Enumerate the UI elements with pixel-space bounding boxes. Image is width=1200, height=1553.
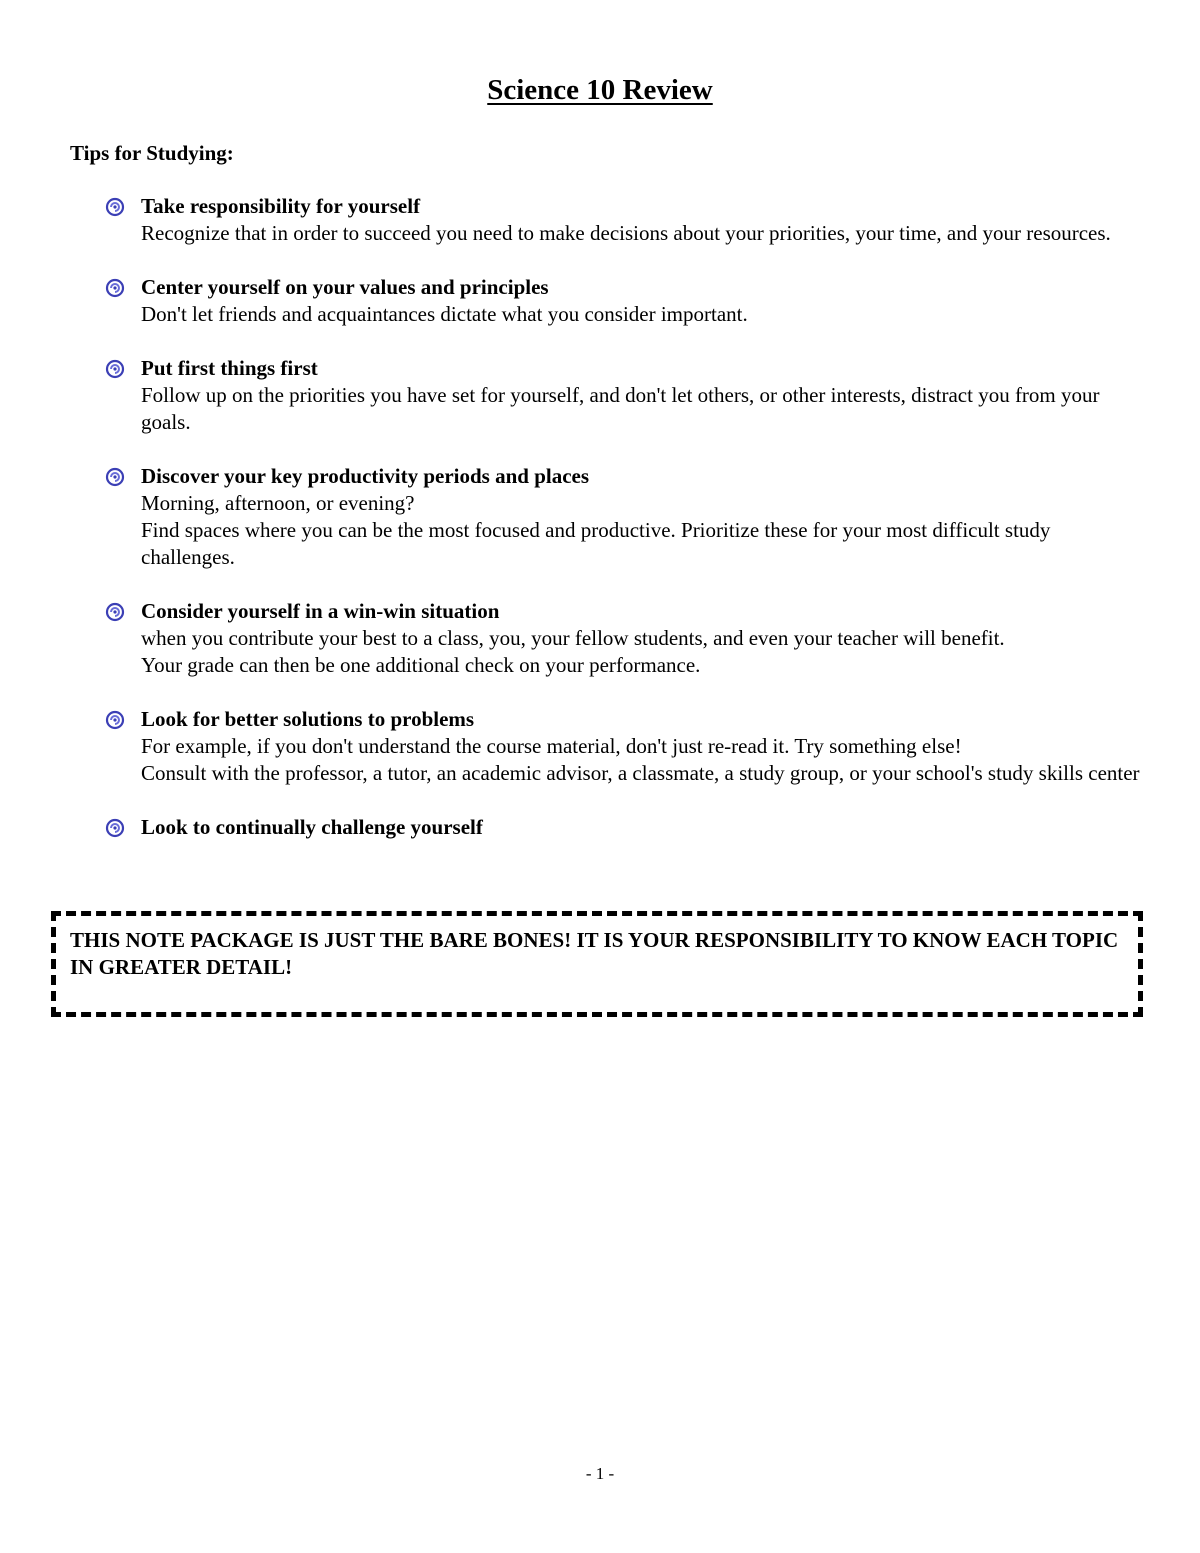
tip-title: Look for better solutions to problems xyxy=(141,707,475,731)
tip-text: Your grade can then be one additional check on your performance. xyxy=(141,653,701,677)
tip-item xyxy=(105,193,1145,247)
tip-item xyxy=(105,274,1145,328)
spiral-bullet-icon xyxy=(105,602,125,622)
spiral-bullet-icon xyxy=(105,467,125,487)
notice-box xyxy=(51,911,1143,1017)
tip-text: Morning, afternoon, or evening? xyxy=(141,491,415,515)
spiral-bullet-icon xyxy=(105,278,125,298)
tip-text: Don't let friends and acquaintances dictate what you consider important. xyxy=(141,302,748,326)
tip-text: Follow up on the priorities you have set for yourself, and don't let others, or other interests, distract you from your goals. xyxy=(141,383,1100,434)
tip-text: Recognize that in order to succeed you need to make decisions about your priorities, your time, and your resources. xyxy=(141,221,1111,245)
tip-text: Consult with the professor, a tutor, an academic advisor, a classmate, a study group, or your school's study skills center xyxy=(141,761,1140,785)
tip-title: Take responsibility for yourself xyxy=(141,194,421,218)
tip-title: Center yourself on your values and principles xyxy=(141,275,549,299)
tips-list xyxy=(105,193,1145,868)
spiral-bullet-icon xyxy=(105,710,125,730)
spiral-bullet-icon xyxy=(105,197,125,217)
tip-item xyxy=(105,706,1145,787)
tips-subheading: Tips for Studying: xyxy=(70,141,234,165)
notice-text: THIS NOTE PACKAGE IS JUST THE BARE BONES! IT IS YOUR RESPONSIBILITY TO KNOW EACH TOPIC IN GREATER DETAIL! xyxy=(70,928,1119,979)
tip-title: Look to continually challenge yourself xyxy=(141,815,483,839)
tip-item xyxy=(105,598,1145,679)
tip-text: when you contribute your best to a class, you, your fellow students, and even your teacher will benefit. xyxy=(141,626,1005,650)
spiral-bullet-icon xyxy=(105,818,125,838)
page-number: - 1 - xyxy=(585,1464,615,1483)
page-title: Science 10 Review xyxy=(487,74,713,106)
tip-item xyxy=(105,355,1145,436)
spiral-bullet-icon xyxy=(105,359,125,379)
tip-title: Put first things first xyxy=(141,356,318,380)
tip-title: Discover your key productivity periods and places xyxy=(141,464,590,488)
tip-title: Consider yourself in a win-win situation xyxy=(141,599,500,623)
tip-item xyxy=(105,814,1145,841)
tip-item xyxy=(105,463,1145,571)
tip-text: For example, if you don't understand the course material, don't just re-read it. Try something else! xyxy=(141,734,962,758)
tip-text: Find spaces where you can be the most focused and productive. Prioritize these for your most difficult study challenges. xyxy=(141,518,1051,569)
